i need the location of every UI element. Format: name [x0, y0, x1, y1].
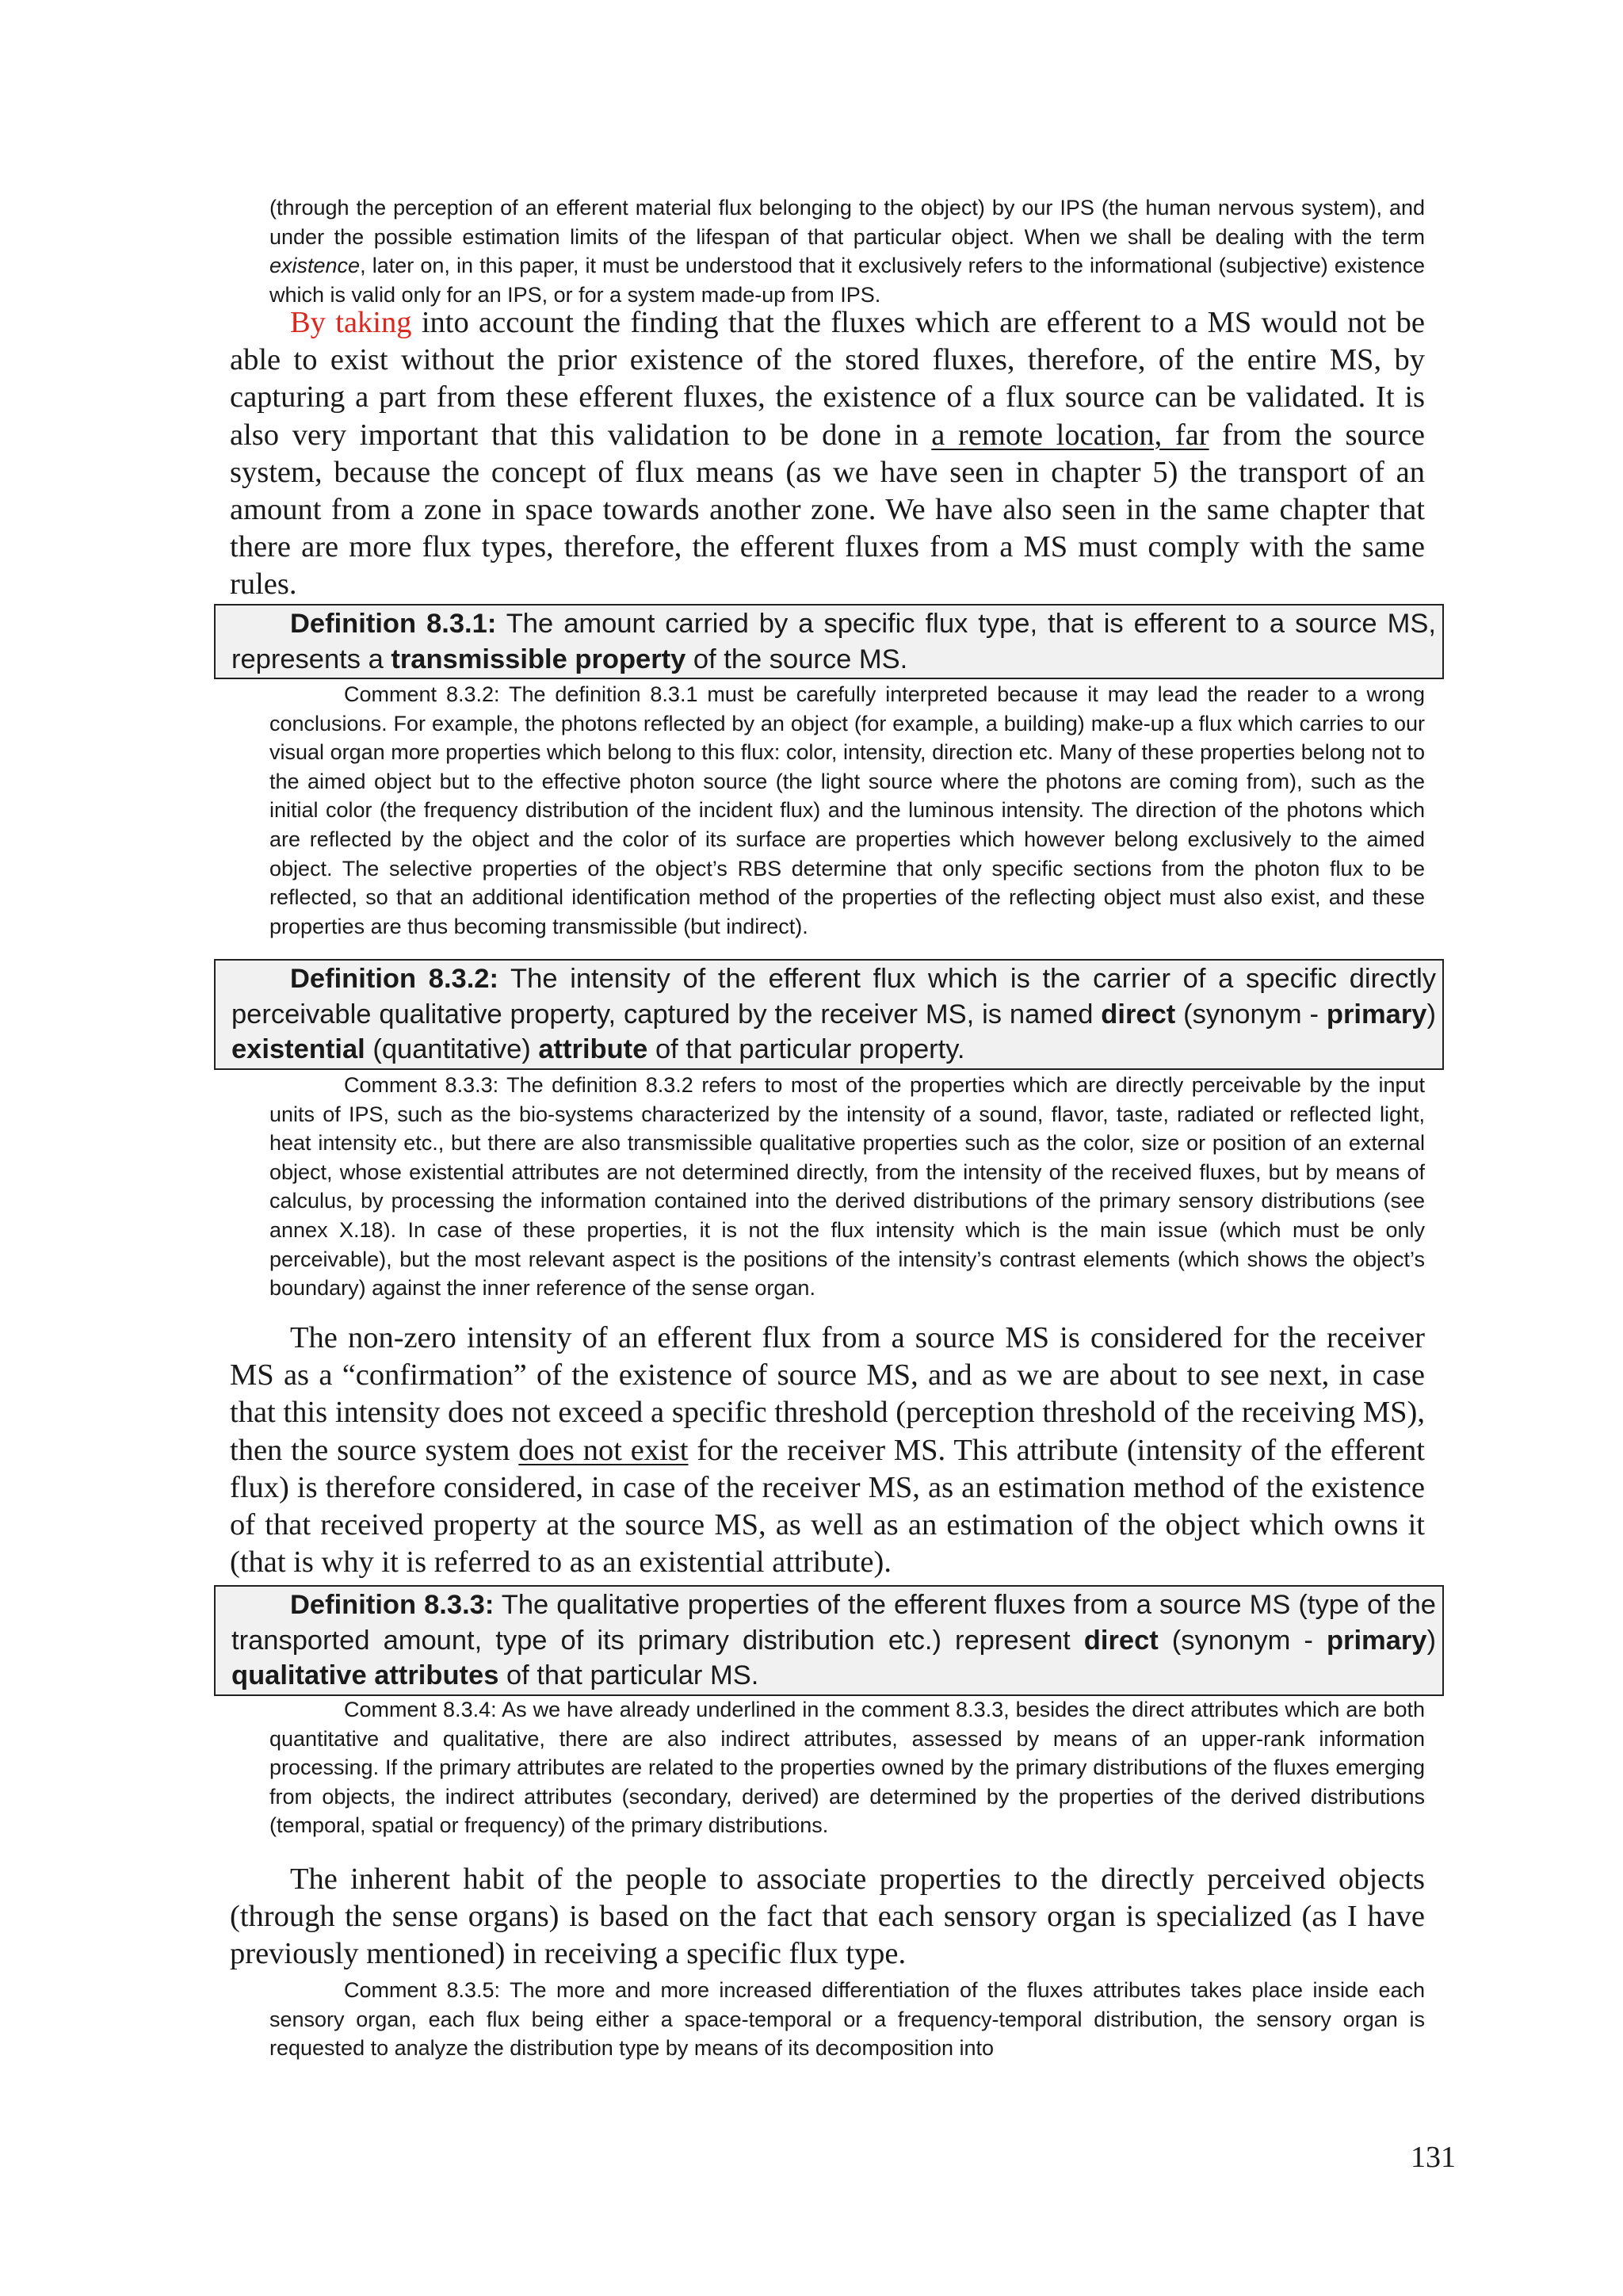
text-run: )	[1426, 999, 1436, 1030]
text-run: of that particular MS.	[498, 1660, 759, 1691]
text-run: The qualitative properties of the efferent fluxes from a source MS (type of the transported amount, type of its primary distribution etc.) represent	[231, 1590, 1436, 1656]
bold-term: direct	[1083, 1625, 1159, 1656]
text-run: Comment 8.3.3: The definition 8.3.2 refers to most of the properties which are directly perceivable by the input units of IPS, such as the bio-systems characterized by the intensity of a sound, flavor, taste, radiated or reflected light, heat intensity etc., but there are also transmissible qualitative properties such as the color, size or position of an external object, whose existential attributes are not determined directly, from the intensity of the received fluxes, but by means of calculus, by processing the information contained into the derived distributions of the primary sensory distributions (see annex X.18). In case of these properties, it is not the flux intensity which is the main issue (which must be only perceivable), but the most relevant aspect is the positions of the intensity’s contrast elements (which shows the object’s boundary) against the inner reference of the sense organ.	[269, 1073, 1425, 1301]
comment-8-3-2	[269, 680, 1425, 941]
definition-label: Definition 8.3.2:	[290, 964, 498, 994]
text-run: The intensity of the efferent flux which is the carrier of a specific directly perceivable qualitative property, captured by the receiver MS, is named	[231, 964, 1436, 1030]
text-run: Comment 8.3.2: The definition 8.3.1 must be carefully interpreted because it may lead the reader to a wrong conclusions. For example, the photons reflected by an object (for example, a building) make-up a flux which carries to our visual organ more properties which belong to this flux: color, intensity, direction etc. Many of these properties belong not to the aimed object but to the effective photon source (the light source where the photons are coming from), such as the initial color (the frequency distribution of the incident flux) and the luminous intensity. The direction of the photons which are reflected by the object and the color of its surface are properties which however belong exclusively to the aimed object. The selective properties of the object’s RBS determine that only specific sections from the photon flux to be reflected, so that an additional identification method of the properties of the reflecting object must also exist, and these properties are thus becoming transmissible (but indirect).	[269, 682, 1425, 938]
text-run: The inherent habit of the people to associate properties to the directly perceived objects (through the sense organs) is based on the fact that each sensory organ is specialized (as I have previously mentioned) in receiving a specific flux type.	[230, 1862, 1425, 1971]
definition-box-8-3-2	[214, 959, 1444, 1070]
text-run: , later on, in this paper, it must be understood that it exclusively refers to the informational (subjective) existence which is valid only for an IPS, or for a system made-up from IPS.	[269, 254, 1425, 307]
bold-term: transmissible property	[391, 644, 686, 674]
top-comment-continuation	[269, 193, 1425, 309]
text-run: The non-zero intensity of an efferent flux from a source MS is considered for the receiver MS as a “confirmation” of the existence of source MS, and as we are about to see next, in case that this intensity does not exceed a specific threshold (perception threshold of the receiving MS), then the source system	[230, 1321, 1425, 1467]
text-run: )	[1426, 1625, 1436, 1656]
text-run: from the source system, because the concept of flux means (as we have seen in chapter 5) the transport of an amount from a zone in space towards another zone. We have also seen in the same chapter that there are more flux types, therefore, the efferent fluxes from a MS must comply with the same rules.	[230, 418, 1425, 602]
text-run: of the source MS.	[685, 644, 908, 674]
text-run: Comment 8.3.5: The more and more increased differentiation of the fluxes attributes takes place inside each sensory organ, each flux being either a space-temporal or a frequency-temporal distribution, the sensory organ is requested to analyze the distribution type by means of its decomposition into	[269, 1978, 1425, 2061]
bold-term: primary	[1326, 999, 1427, 1030]
definition-label: Definition 8.3.3:	[290, 1590, 495, 1620]
text-run: (synonym -	[1158, 1625, 1327, 1656]
definition-box-8-3-1	[214, 604, 1444, 679]
bold-term: qualitative attributes	[231, 1660, 499, 1691]
bold-term: direct	[1101, 999, 1176, 1030]
text-run: The amount carried by a specific flux type, that is efferent to a source MS, represents a	[231, 609, 1436, 674]
text-run: of that particular property.	[647, 1034, 965, 1065]
bold-term: primary	[1326, 1625, 1427, 1656]
page-number: 131	[1411, 2141, 1456, 2174]
text-run: Comment 8.3.4: As we have already underlined in the comment 8.3.3, besides the direct attributes which are both quantitative and qualitative, there are also indirect attributes, assessed by means of an upper-rank information processing. If the primary attributes are related to the properties owned by the primary distributions of the fluxes emerging from objects, the indirect attributes (secondary, derived) are determined by the properties of the derived distributions (temporal, spatial or frequency) of the primary distributions.	[269, 1698, 1425, 1838]
underlined-text: does not exist	[518, 1433, 689, 1467]
paragraph-non-zero-intensity	[230, 1320, 1425, 1581]
definition-box-8-3-3	[214, 1585, 1444, 1696]
highlighted-lead-text: By taking	[290, 306, 412, 339]
paragraph-inherent-habit	[230, 1861, 1425, 1973]
emphasis-existence: existence	[269, 254, 361, 278]
underlined-text: a remote location, far	[931, 418, 1209, 452]
bold-term: existential	[231, 1034, 365, 1065]
bold-term: attribute	[538, 1034, 648, 1065]
text-run: (synonym -	[1175, 999, 1327, 1030]
definition-label: Definition 8.3.1:	[290, 609, 497, 639]
text-run: for the receiver MS. This attribute (intensity of the efferent flux) is therefore considered, in case of the receiver MS, as an estimation method of the existence of that received property at the source MS, as well as an estimation of the object which owns it (that is why it is referred to as an existential attribute).	[230, 1433, 1425, 1580]
comment-8-3-5	[269, 1976, 1425, 2063]
comment-8-3-3	[269, 1071, 1425, 1303]
comment-8-3-4	[269, 1695, 1425, 1840]
text-run: (through the perception of an efferent material flux belonging to the object) by our IPS (the human nervous system), and under the possible estimation limits of the lifespan of that particular object. When we shall be dealing with the term	[269, 196, 1425, 249]
text-run: (quantitative)	[365, 1034, 539, 1065]
paragraph-flux-validation	[230, 304, 1425, 604]
text-run: into account the finding that the fluxes which are efferent to a MS would not be able to exist without the prior existence of the stored fluxes, therefore, of the entire MS, by capturing a part from these efferent fluxes, the existence of a flux source can be validated. It is also very important that this validation to be done in	[230, 306, 1425, 452]
